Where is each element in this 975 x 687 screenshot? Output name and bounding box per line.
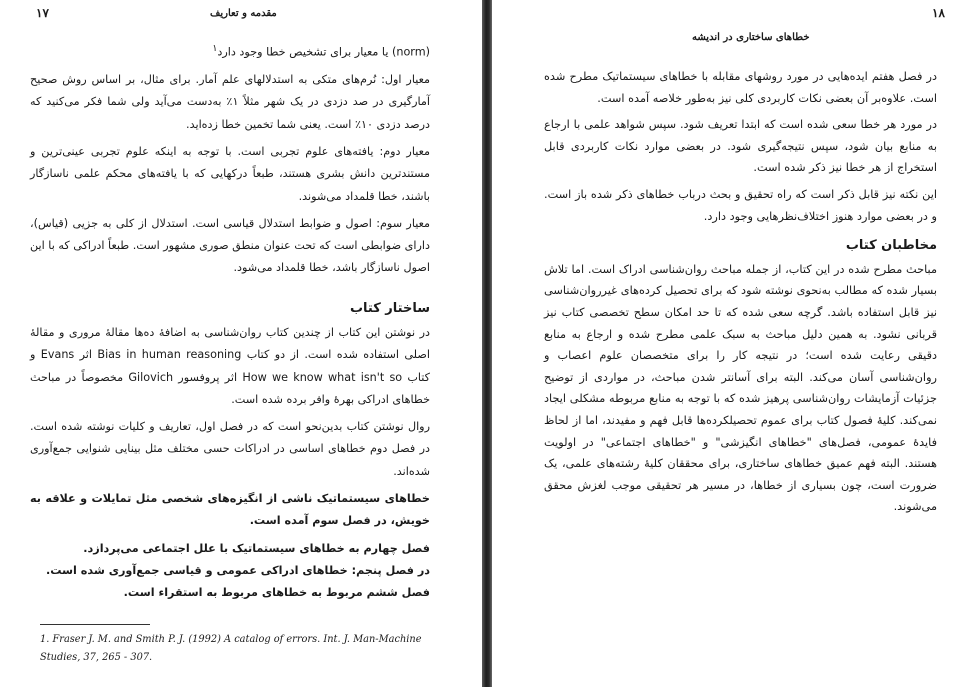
paragraph: مباحث مطرح شده در این کتاب، از جمله مباحث روان‌شناسی ادراک است. اما تلاش بسیار شده که مطالب به‌نحوی نوشته شود که برای تحصیل کرده‌های غیرروان‌شناسی نیز قابل استفاده باشد. گرچه سعی شده که تا حد امکان سطح تخصصی کتاب نیز قربانی نشود. به همین دلیل مباحث به سبک علمی مطرح شده و ارجاع به منابع دقیقی رعایت شده است؛ در نتیجه کار را برای متخصصان علوم اعصاب و روان‌شناسی آسان می‌کند. البته برای آسانتر شدن مباحث، در مواردی از توضیح جزئیات آزمایشات روان‌شناسی پرهیز شده که با توجه به منابع مربوطه مشکلی ایجاد نمی‌کند. کلیهٔ فصول کتاب برای عموم تحصیلکرده‌ها قابل فهم و مفیدند، اما از لحاظ فایدهٔ عمومی، فصل‌های "خطاهای انگیزشی" و "خطاهای اجتماعی" در اولویت هستند. البته فهم عمیق خطاهای ساختاری، برای محققان کلیهٔ رشته‌های علمی، یک ضرورت است، چون بسیاری از خطاها، در مسیر هر تحقیقی موجب لغزش محقق می‌شوند. [544,262,937,514]
paragraph: این نکته نیز قابل ذکر است که راه تحقیق و بحث درباب خطاهای ذکر شده باز است. و در بعضی موارد هنوز اختلاف‌نظرهایی وجود دارد. [544,187,937,223]
left-page [0,0,482,687]
chapter-list [30,538,430,605]
paragraph: در فصل هفتم ایده‌هایی در مورد روشهای مقابله با خطاهای سیستماتیک مطرح شده است. علاوه‌بر آن بعضی نکات کاربردی کلی نیز به‌طور خلاصه آمده است. [544,70,937,105]
footnote: 1. Fraser J. M. and Smith P. J. (1992) A catalog of errors. Int. J. Man-Machine Studies, 37, 265 - 307. [40,634,422,663]
paragraph: خطاهای سیستماتیک ناشی از انگیزه‌های شخصی مثل تمایلات و علاقه به خویش، در فصل سوم آمده است. [30,492,430,528]
running-header: خطاهای ساختاری در اندیشه [692,32,810,43]
book-spine [482,0,492,687]
section-title: مخاطبان کتاب [845,238,937,254]
list-item: در فصل پنجم: خطاهای ادراکی عمومی و قیاسی جمع‌آوری شده است. [45,563,430,577]
left-body [30,38,430,605]
page-number: ۱۸ [932,6,945,20]
paragraph: روال نوشتن کتاب بدین‌نحو است که در فصل اول، تعاریف و کلیات نوشته شده است. در فصل دوم خطاهای اساسی در ادراکات حسی مختلف مثل بینایی شنوایی جمع‌آوری شده‌اند. [30,420,430,478]
right-body [544,66,937,523]
footnote-rule [40,624,150,625]
paragraph: (norm) یا معیار برای تشخیص خطا وجود دارد$^۱$ [212,43,430,59]
running-header: مقدمه و تعاریف [210,8,277,19]
section-title: ساختار کتاب [349,300,430,316]
paragraph: در نوشتن این کتاب از چندین کتاب روان‌شناسی به اضافهٔ ده‌ها مقالهٔ مروری و مقالهٔ اصلی استفاده شده است. از دو کتاب Bias in human reasoning اثر Evans و کتاب How we know what isn't so اثر پروفسور Gilovich مخصوصاً در مباحث خطاهای ادراکی بهرهٔ وافر برده شده است. [30,326,431,406]
paragraph: در مورد هر خطا سعی شده است که ابتدا تعریف شود. سپس شواهد علمی با ارجاع به منابع بیان شود، سپس نتیجه‌گیری شود. در بعضی موارد نکات کاربردی قابل استخراج از هر خطا نیز ذکر شده است. [544,118,937,175]
list-item: فصل چهارم به خطاهای سیستماتیک با علل اجتماعی می‌پردازد. [83,541,430,555]
footnote-marker: ۱ [212,43,218,54]
paragraph: معیار دوم: یافته‌های علوم تجربی است. با توجه به اینکه علوم تجربی عینی‌ترین و مستندترین دانش بشری هستند، طبعاً درکهایی که با یافته‌های محکم علمی ناسازگار باشند، خطا قلمداد می‌شوند. [30,144,430,203]
list-item: فصل ششم مربوط به خطاهای مربوط به استقراء است. [123,586,430,600]
paragraph: معیار سوم: اصول و ضوابط استدلال قیاسی است. استدلال از کلی به جزیی (قیاس)، دارای ضوابطی است که تحت عنوان منطق صوری مشهور است. طبعاً ادراکی که با این اصول ناسازگار باشد، خطا قلمداد می‌شود. [30,216,430,275]
right-page [492,0,975,687]
paragraph: معیار اول: نُرم‌های متکی به استدلالهای علم آمار. برای مثال، بر اساس روش صحیح آمارگیری در صد دزدی در یک شهر مثلاً ۱٪ به‌دست می‌آید ولی شما فکر می‌کنید که درصد دزدی ۱۰٪ است. یعنی شما تخمین خطا زده‌اید. [30,73,430,131]
page-number: ۱۷ [36,6,49,20]
